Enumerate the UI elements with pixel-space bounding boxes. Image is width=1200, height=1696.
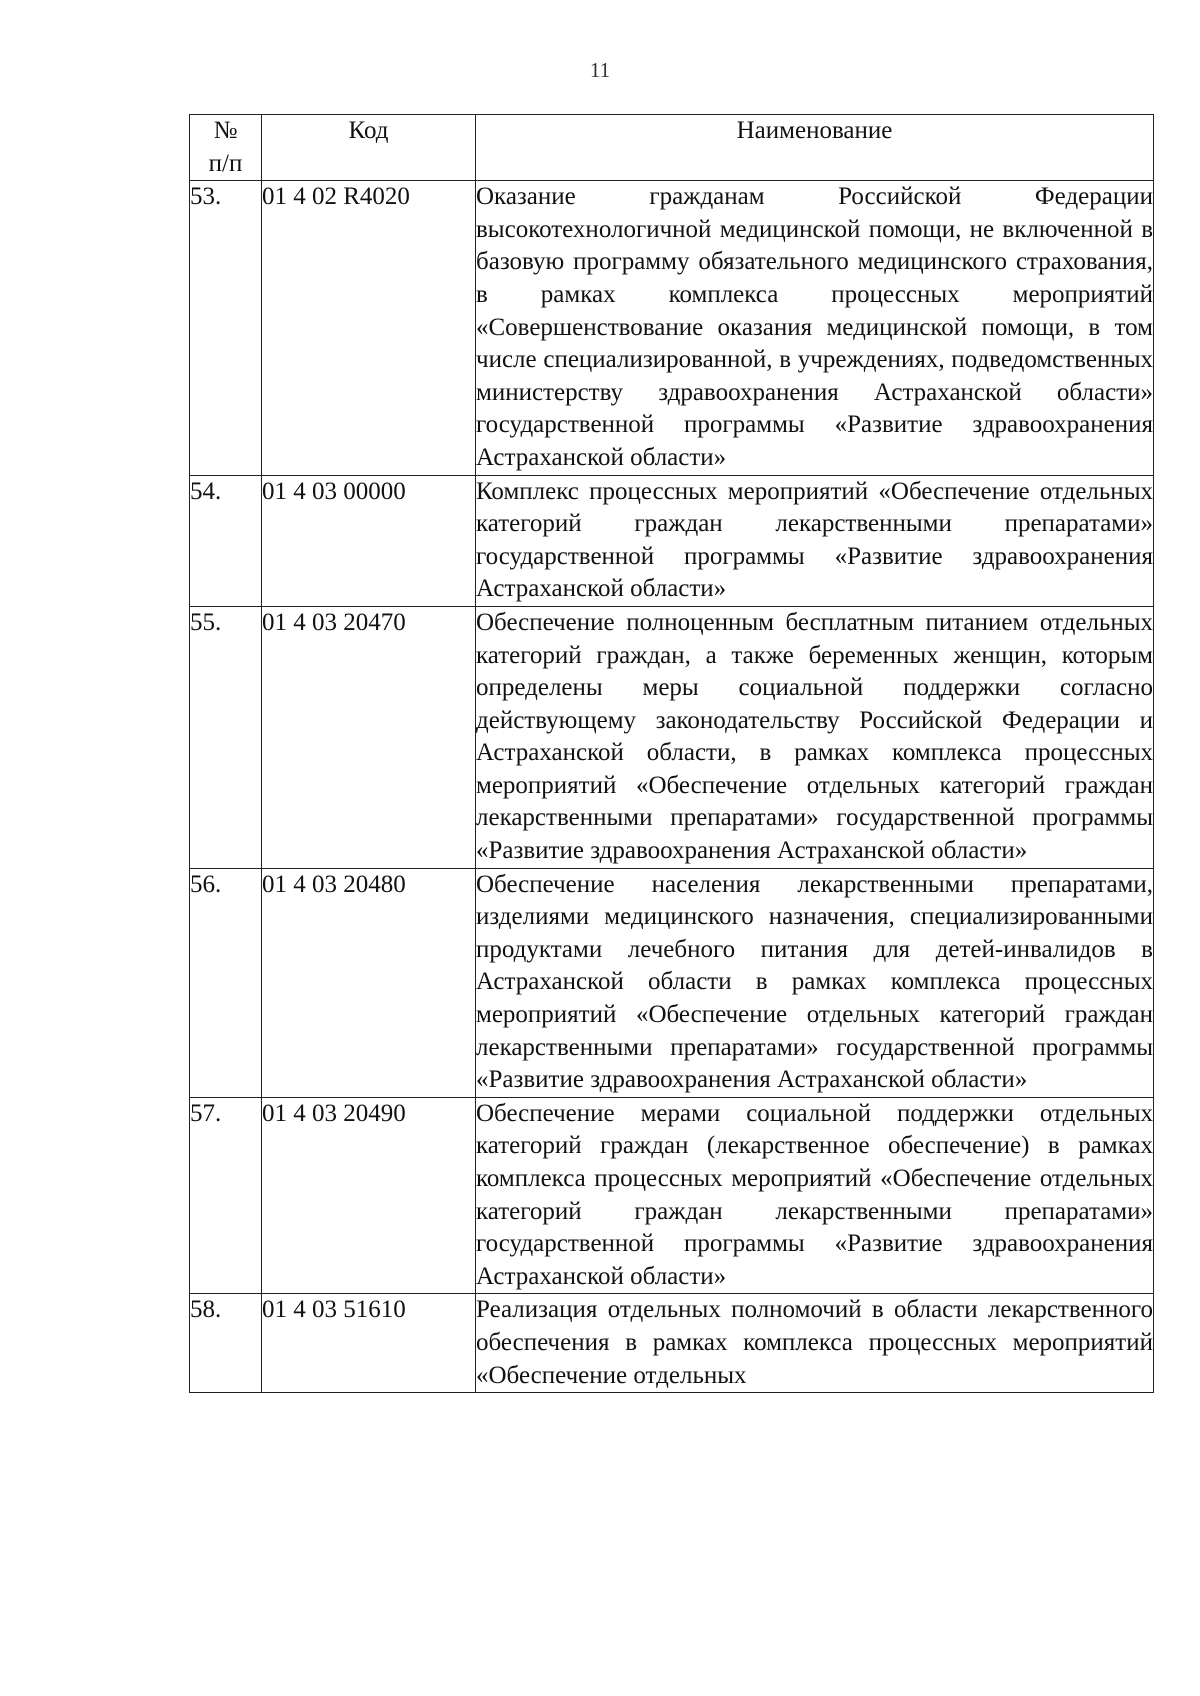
table-row bbox=[190, 1097, 1154, 1294]
header-number-symbol: № bbox=[213, 117, 238, 144]
row-code: 01 4 02 R4020 bbox=[262, 181, 476, 475]
header-number bbox=[190, 115, 262, 181]
header-number-abbrev: п/п bbox=[208, 149, 243, 177]
table-row bbox=[190, 1294, 1154, 1393]
row-code: 01 4 03 20490 bbox=[262, 1097, 476, 1294]
table-row bbox=[190, 475, 1154, 606]
budget-code-table bbox=[189, 114, 1154, 1393]
row-number: 57. bbox=[190, 1097, 262, 1294]
table-header-row bbox=[190, 115, 1154, 181]
row-name: Оказание гражданам Российской Федерации высокотехнологичной медицинской помощи, не включенной в базовую программу обязательного медицинского страхования, в рамках комплекса процессных мероприятий «Совершенствование оказания медицинской помощи, в том числе специализированной, в учреждениях, подведомственных министерству здравоохранения Астраханской области» государственной программы «Развитие здравоохранения Астраханской области» bbox=[476, 181, 1154, 475]
row-name: Обеспечение населения лекарственными препаратами, изделиями медицинского назначения, специализированными продуктами лечебного питания для детей-инвалидов в Астраханской области в рамках комплекса процессных мероприятий «Обеспечение отдельных категорий граждан лекарственными препаратами» государственной программы «Развитие здравоохранения Астраханской области» bbox=[476, 868, 1154, 1097]
row-name: Обеспечение полноценным бесплатным питанием отдельных категорий граждан, а также беременных женщин, которым определены меры социальной поддержки согласно действующему законодательству Российской Федерации и Астраханской области, в рамках комплекса процессных мероприятий «Обеспечение отдельных категорий граждан лекарственными препаратами» государственной программы «Развитие здравоохранения Астраханской области» bbox=[476, 606, 1154, 868]
row-number: 58. bbox=[190, 1294, 262, 1393]
row-number: 54. bbox=[190, 475, 262, 606]
header-name: Наименование bbox=[476, 115, 1154, 181]
row-name: Комплекс процессных мероприятий «Обеспечение отдельных категорий граждан лекарственными препаратами» государственной программы «Развитие здравоохранения Астраханской области» bbox=[476, 475, 1154, 606]
row-number: 53. bbox=[190, 181, 262, 475]
table-row bbox=[190, 868, 1154, 1097]
row-code: 01 4 03 51610 bbox=[262, 1294, 476, 1393]
table-row bbox=[190, 181, 1154, 475]
row-code: 01 4 03 20470 bbox=[262, 606, 476, 868]
row-name: Реализация отдельных полномочий в области лекарственного обеспечения в рамках комплекса процессных мероприятий «Обеспечение отдельных bbox=[476, 1294, 1154, 1393]
row-name: Обеспечение мерами социальной поддержки отдельных категорий граждан (лекарственное обеспечение) в рамках комплекса процессных мероприятий «Обеспечение отдельных категорий граждан лекарственными препаратами» государственной программы «Развитие здравоохранения Астраханской области» bbox=[476, 1097, 1154, 1294]
table-row bbox=[190, 606, 1154, 868]
row-number: 55. bbox=[190, 606, 262, 868]
page-number: 11 bbox=[589, 58, 611, 82]
row-code: 01 4 03 20480 bbox=[262, 868, 476, 1097]
row-code: 01 4 03 00000 bbox=[262, 475, 476, 606]
row-number: 56. bbox=[190, 868, 262, 1097]
header-code: Код bbox=[262, 115, 476, 181]
